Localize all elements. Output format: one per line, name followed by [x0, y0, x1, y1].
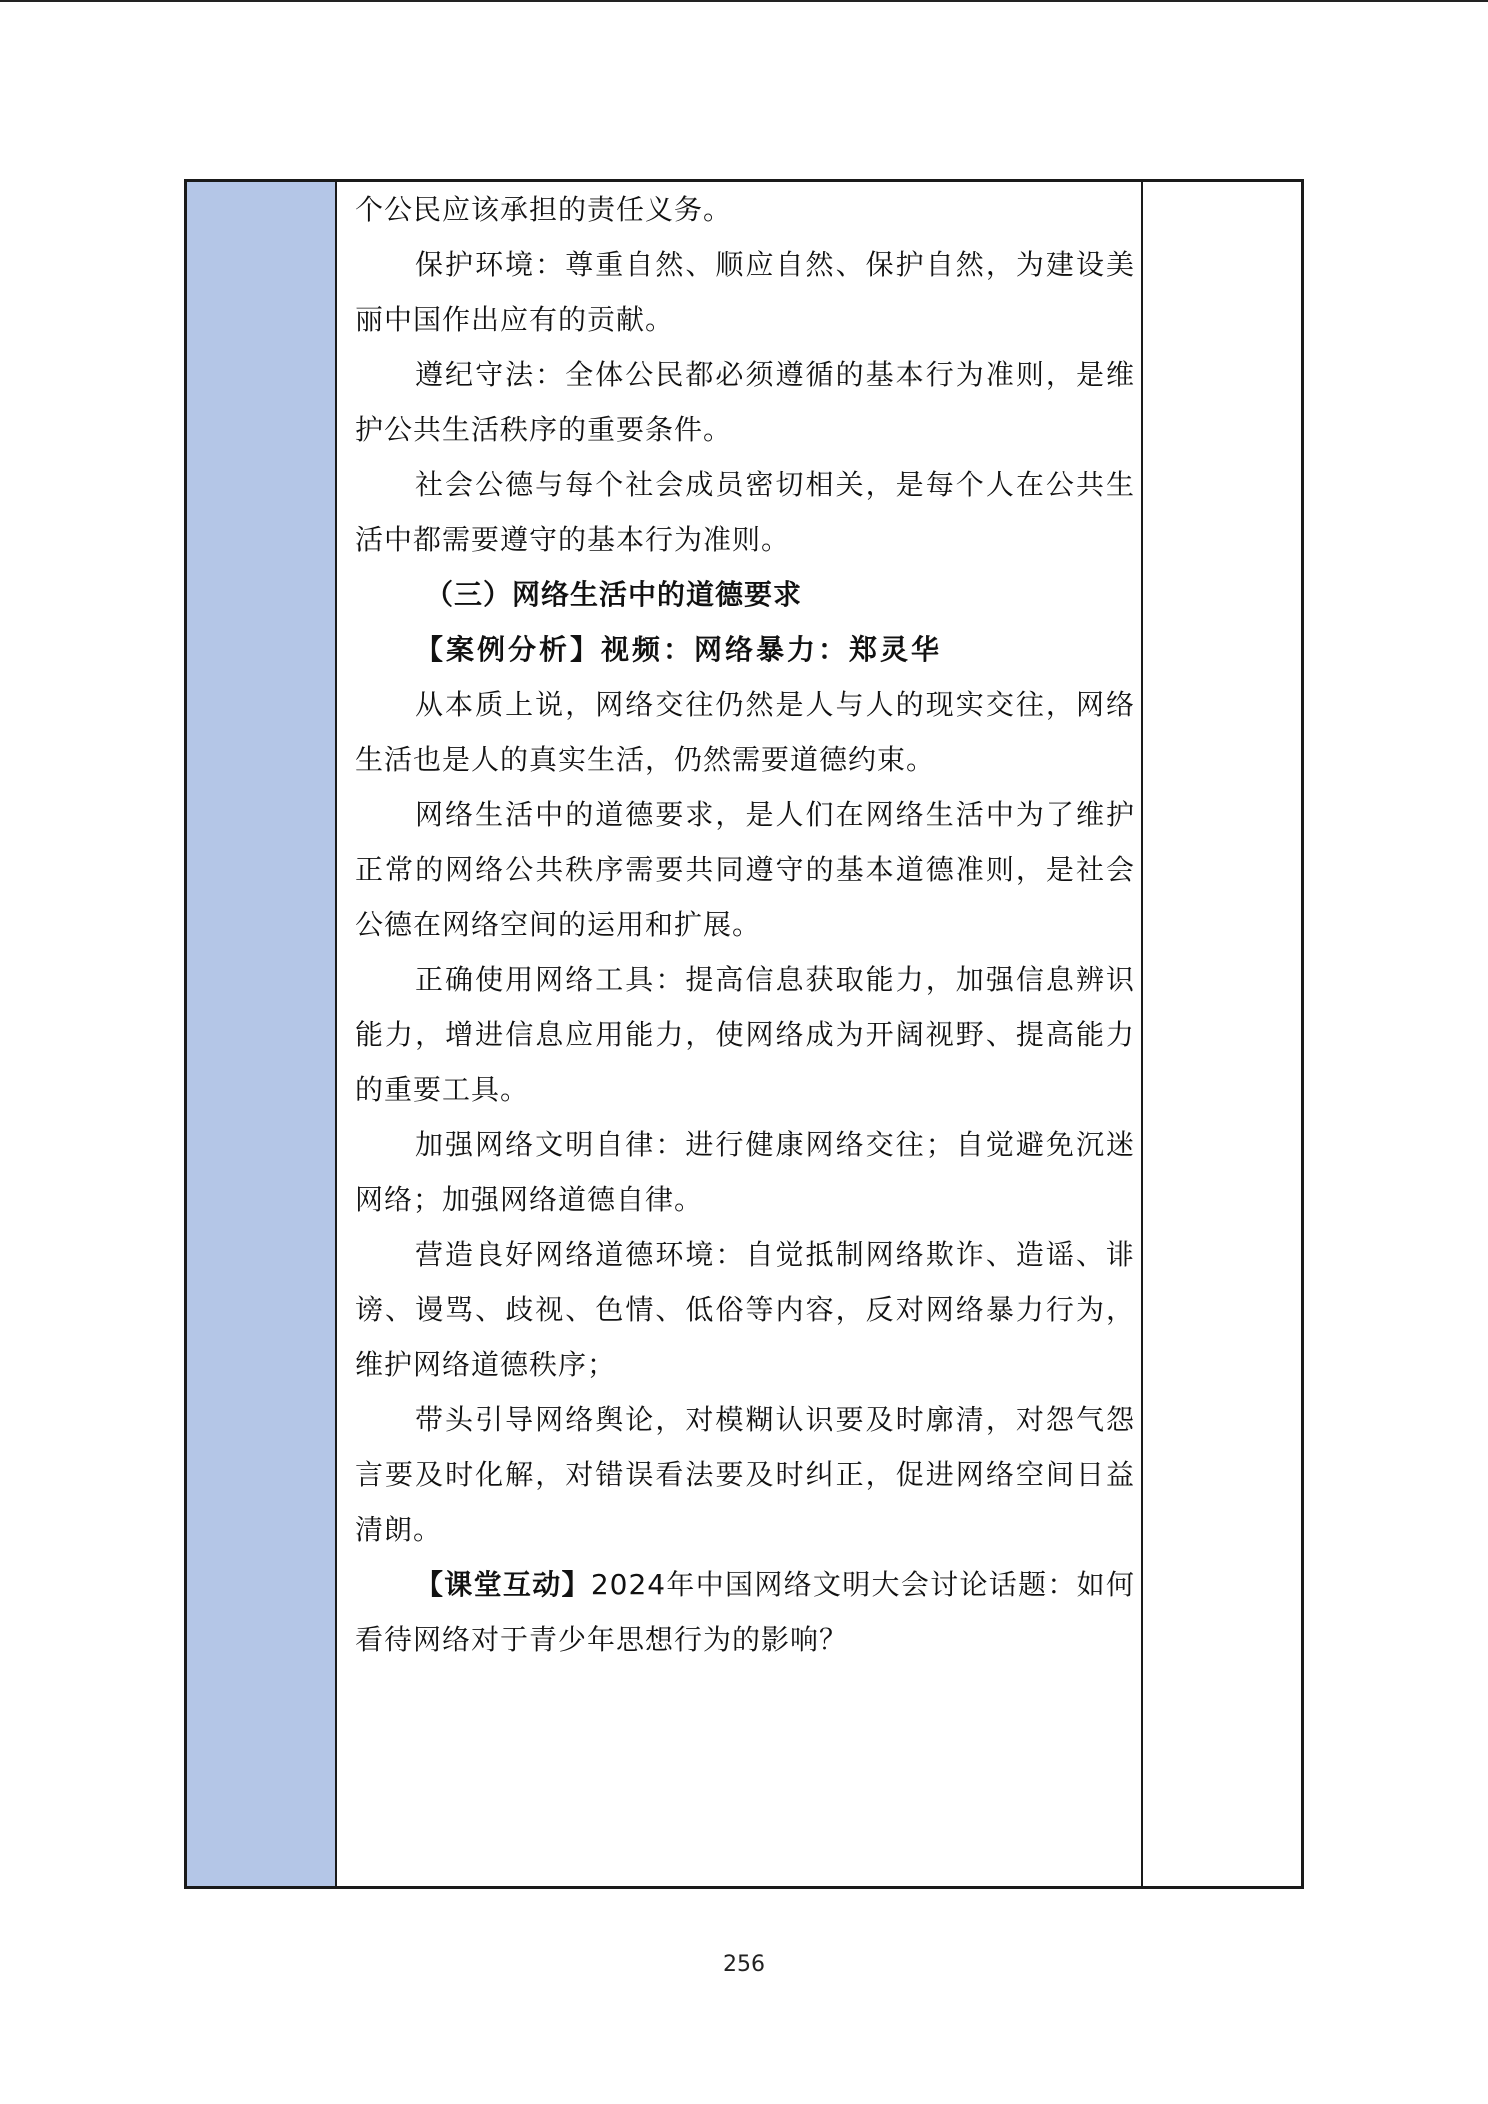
- paragraph: 个公民应该承担的责任义务。: [355, 193, 733, 226]
- classroom-interaction: [355, 1557, 1135, 1667]
- top-rule: [0, 0, 1488, 2]
- right-column-divider: [1141, 182, 1143, 1886]
- paragraph: 正确使用网络工具：提高信息获取能力，加强信息辨识能力，增进信息应用能力，使网络成为开阔视野、提高能力的重要工具。: [355, 963, 1135, 1106]
- section-heading: （三）网络生活中的道德要求: [425, 578, 803, 611]
- paragraph: 从本质上说，网络交往仍然是人与人的现实交往，网络生活也是人的真实生活，仍然需要道德约束。: [355, 688, 1135, 776]
- classroom-text: 2024年中国网络文明大会讨论话题：如何看待网络对于青少年思想行为的影响？: [355, 1568, 1135, 1656]
- case-heading: 【案例分析】视频：网络暴力：郑灵华: [415, 633, 943, 666]
- paragraph: 网络生活中的道德要求，是人们在网络生活中为了维护正常的网络公共秩序需要共同遵守的基本道德准则，是社会公德在网络空间的运用和扩展。: [355, 798, 1135, 941]
- paragraph: 遵纪守法：全体公民都必须遵循的基本行为准则，是维护公共生活秩序的重要条件。: [355, 358, 1135, 446]
- left-column-shaded: [187, 182, 337, 1886]
- content-column: [355, 182, 1135, 1667]
- page-number: 256: [723, 1952, 765, 1977]
- paragraph: 社会公德与每个社会成员密切相关，是每个人在公共生活中都需要遵守的基本行为准则。: [355, 468, 1135, 556]
- lesson-table: [184, 179, 1304, 1889]
- paragraph: 营造良好网络道德环境：自觉抵制网络欺诈、造谣、诽谤、谩骂、歧视、色情、低俗等内容，反对网络暴力行为，维护网络道德秩序；: [355, 1238, 1135, 1381]
- paragraph: 带头引导网络舆论，对模糊认识要及时廓清，对怨气怨言要及时化解，对错误看法要及时纠正，促进网络空间日益清朗。: [355, 1403, 1135, 1546]
- paragraph: 加强网络文明自律：进行健康网络交往；自觉避免沉迷网络；加强网络道德自律。: [355, 1128, 1135, 1216]
- paragraph: 保护环境：尊重自然、顺应自然、保护自然，为建设美丽中国作出应有的贡献。: [355, 248, 1135, 336]
- classroom-label: 【课堂互动】: [415, 1568, 591, 1601]
